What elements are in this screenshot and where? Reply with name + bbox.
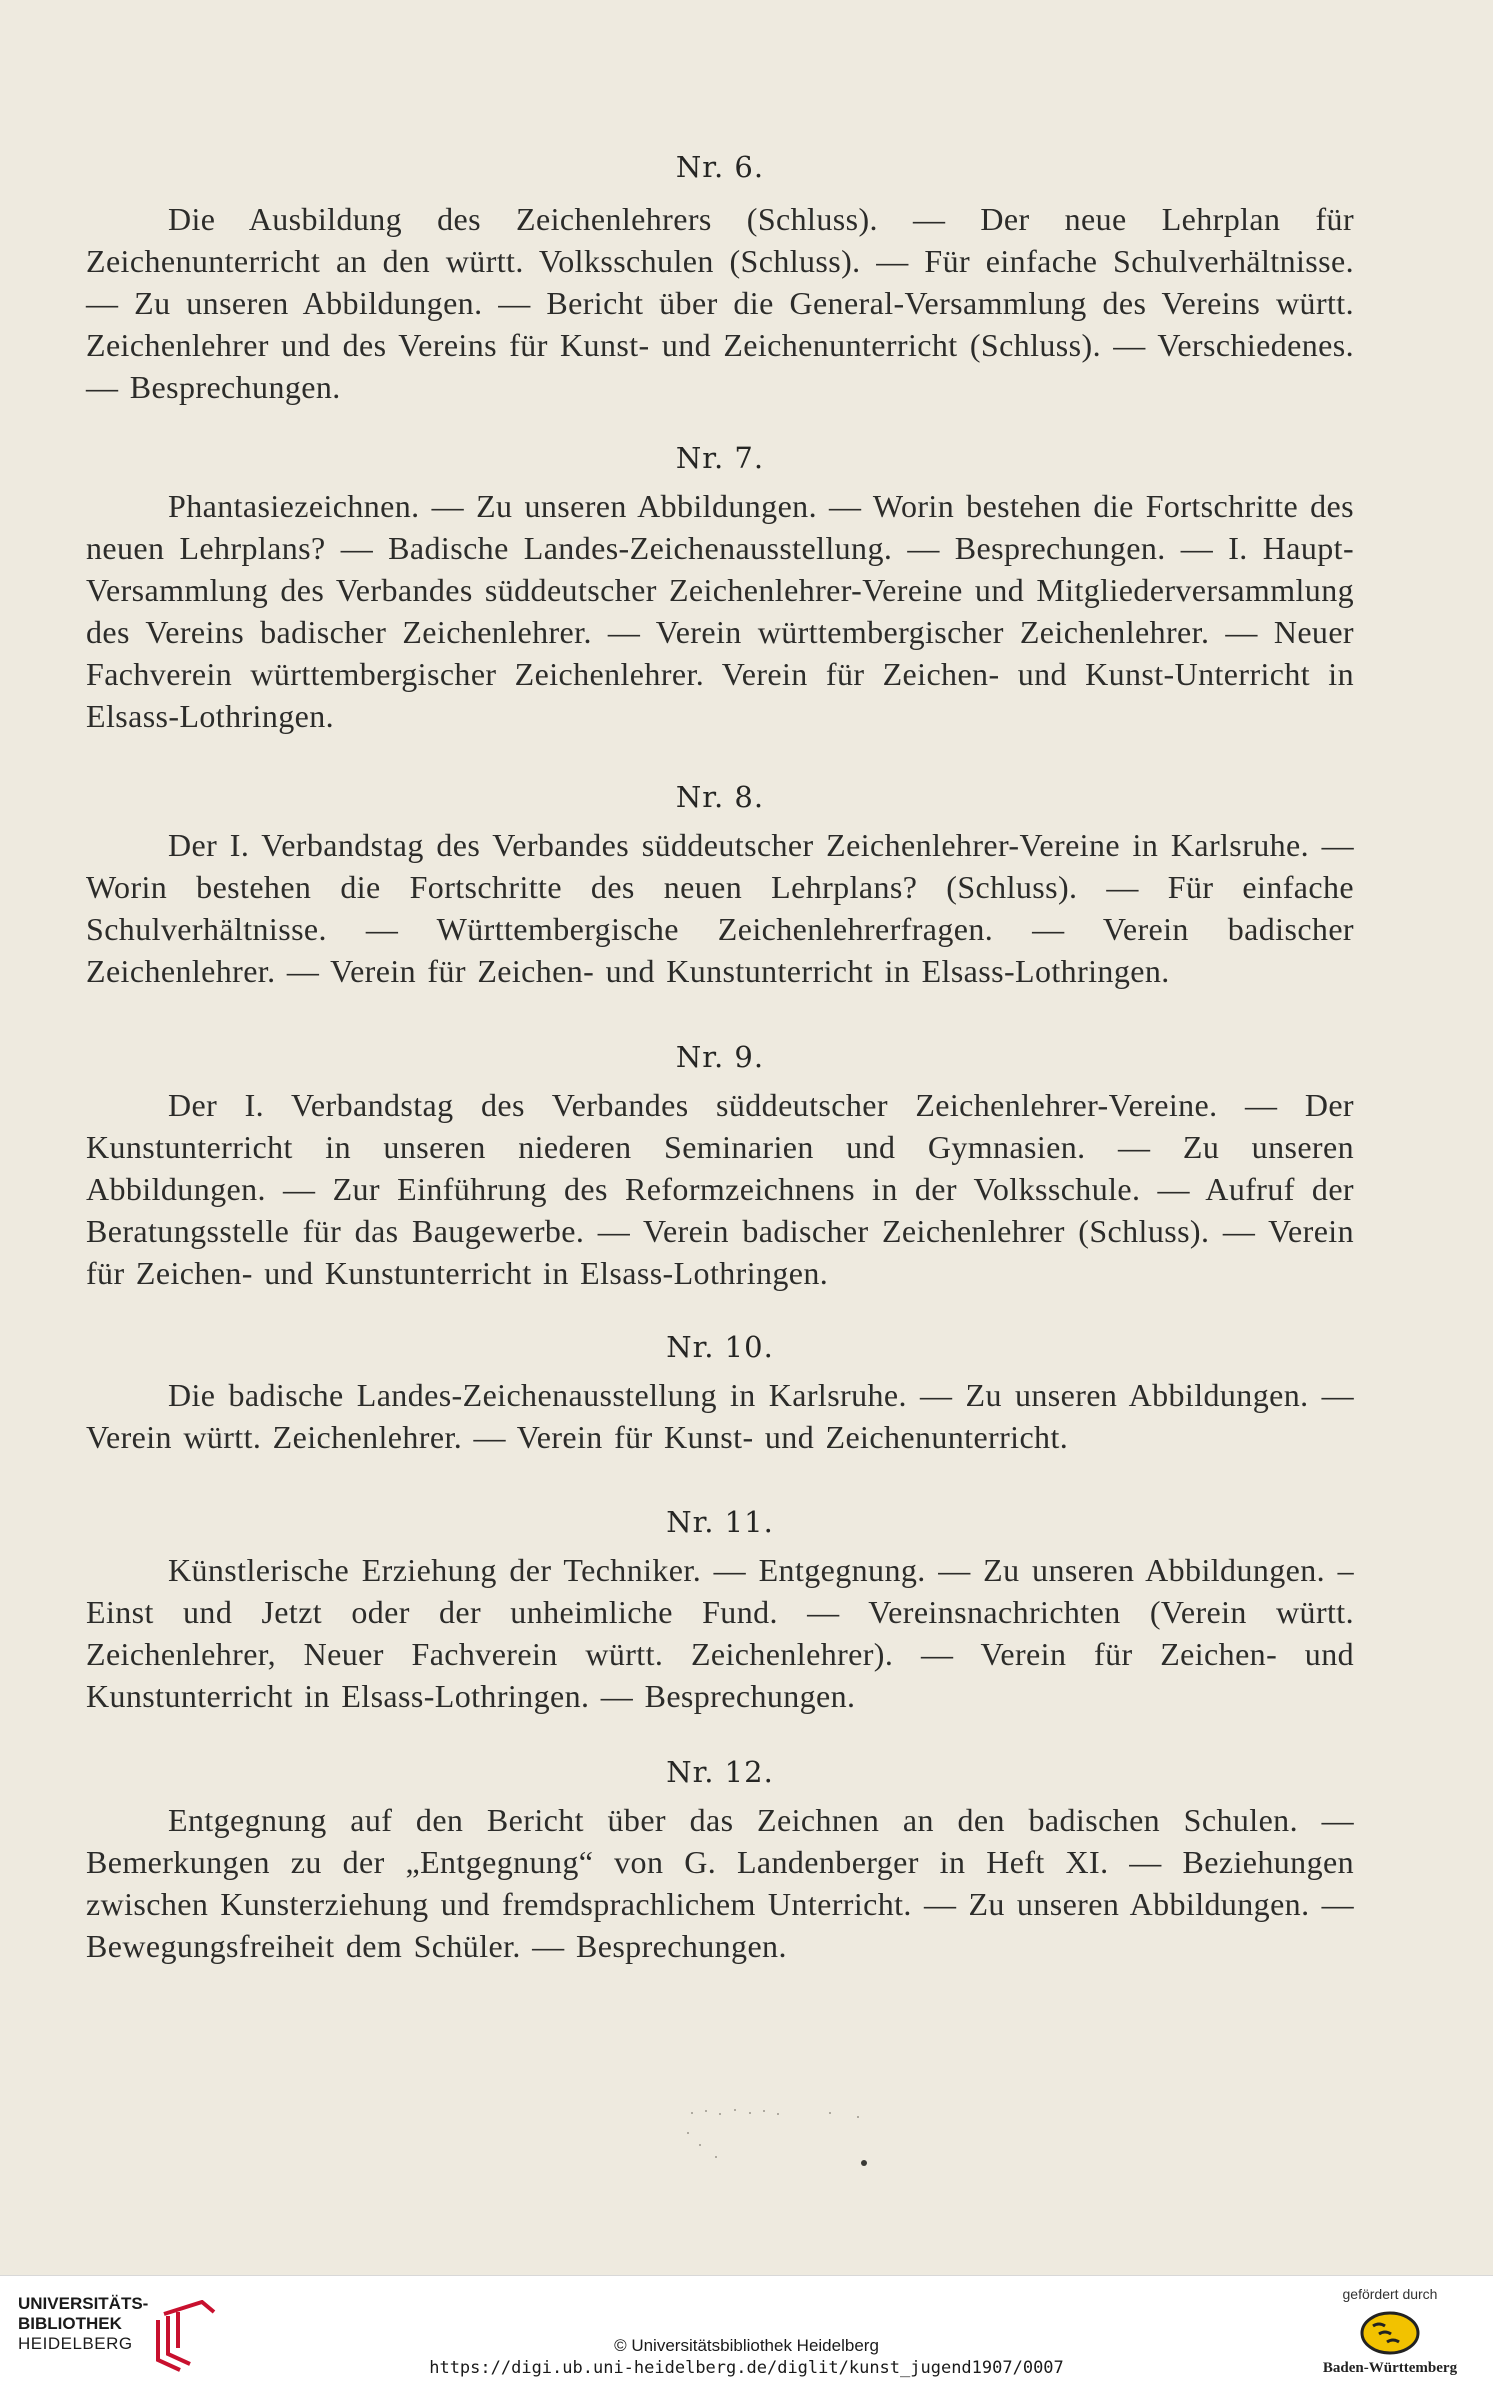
funder-name: Baden-Württemberg xyxy=(1322,2360,1458,2376)
page-url-link[interactable]: https://digi.ub.uni-heidelberg.de/diglit/kunst_jugend1907/0007 xyxy=(429,2358,1064,2378)
section-heading-nr11: Nr. 11. xyxy=(666,1505,774,1539)
section-text-nr12: Entgegnung auf den Bericht über das Zeichnen an den badischen Schulen. — Bemerkungen zu der „Entgegnung“ von G. Landenberger in Heft XI. — Beziehungen zwischen Kunsterziehung und fremdsprachlichem Unterricht. — Zu unseren Abbildungen. — Bewegungsfreiheit dem Schüler. — Besprechungen. xyxy=(86,1802,1354,1964)
section-heading-nr8: Nr. 8. xyxy=(675,780,765,814)
section-heading-nr10: Nr. 10. xyxy=(666,1330,774,1364)
library-name-line1: UNIVERSITÄTS- xyxy=(18,2294,149,2313)
section-text-nr8: Der I. Verbandstag des Verbandes süddeutscher Zeichenlehrer-Vereine in Karlsruhe. — Worin bestehen die Fortschritte des neuen Lehrplans? (Schluss). — Für einfache Schulverhältnisse. — Württembergische Zeichenlehrerfragen. — Verein badischer Zeichenlehrer. — Verein für Zeichen- und Kunstunterricht in Elsass-Lothringen. xyxy=(86,827,1354,989)
footer xyxy=(0,2275,1493,2388)
library-name-line2: BIBLIOTHEK xyxy=(18,2314,122,2333)
section-heading-nr12: Nr. 12. xyxy=(666,1755,774,1789)
funding-note xyxy=(1315,2286,1465,2377)
copyright-notice: © Universitätsbibliothek Heidelberg xyxy=(614,2336,879,2355)
section-text-nr6: Die Ausbildung des Zeichenlehrers (Schluss). — Der neue Lehrplan für Zeichenunterricht an den württ. Volksschulen (Schluss). — Für einfache Schulverhältnisse. — Zu unseren Abbildungen. — Bericht über die General-Versammlung des Vereins württ. Zeichenlehrer und des Vereins für Kunst- und Zeichenunterricht (Schluss). — Verschiedenes. — Besprechungen. xyxy=(86,201,1354,405)
funded-label: gefördert durch xyxy=(1342,2286,1438,2302)
section-heading-nr7: Nr. 7. xyxy=(675,441,765,475)
library-name-line3: HEIDELBERG xyxy=(18,2334,133,2353)
section-text-nr7: Phantasiezeichnen. — Zu unseren Abbildungen. — Worin bestehen die Fortschritte des neuen Lehrplans? — Badische Landes-Zeichenausstellung. — Besprechungen. — I. Haupt-Versammlung des Verbandes süddeutscher Zeichenlehrer-Vereine und Mitgliederversammlung des Vereins badischer Zeichenlehrer. — Verein württembergischer Zeichenlehrer. — Neuer Fachverein württembergischer Zeichenlehrer. Verein für Zeichen- und Kunst-Unterricht in Elsass-Lothringen. xyxy=(86,488,1354,734)
scan-specks xyxy=(680,2105,880,2175)
section-heading-nr6: Nr. 6. xyxy=(675,150,765,184)
baden-wuerttemberg-crest-icon xyxy=(1359,2310,1421,2356)
section-text-nr10: Die badische Landes-Zeichenausstellung in Karlsruhe. — Zu unseren Abbildungen. — Verein württ. Zeichenlehrer. — Verein für Kunst- und Zeichenunterricht. xyxy=(86,1377,1354,1455)
section-text-nr11: Künstlerische Erziehung der Techniker. — Entgegnung. — Zu unseren Abbildungen. – Einst und Jetzt oder der unheimliche Fund. — Vereinsnachrichten (Verein württ. Zeichenlehrer, Neuer Fachverein württ. Zeichenlehrer). — Verein für Zeichen- und Kunstunterricht in Elsass-Lothringen. — Besprechungen. xyxy=(86,1552,1354,1714)
section-heading-nr9: Nr. 9. xyxy=(675,1040,765,1074)
section-text-nr9: Der I. Verbandstag des Verbandes süddeutscher Zeichenlehrer-Vereine. — Der Kunstunterricht in unseren niederen Seminarien und Gymnasien. — Zu unseren Abbildungen. — Zur Einführung des Reformzeichnens in der Volksschule. — Aufruf der Beratungsstelle für das Baugewerbe. — Verein badischer Zeichenlehrer (Schluss). — Verein für Zeichen- und Kunstunterricht in Elsass-Lothringen. xyxy=(86,1087,1354,1291)
